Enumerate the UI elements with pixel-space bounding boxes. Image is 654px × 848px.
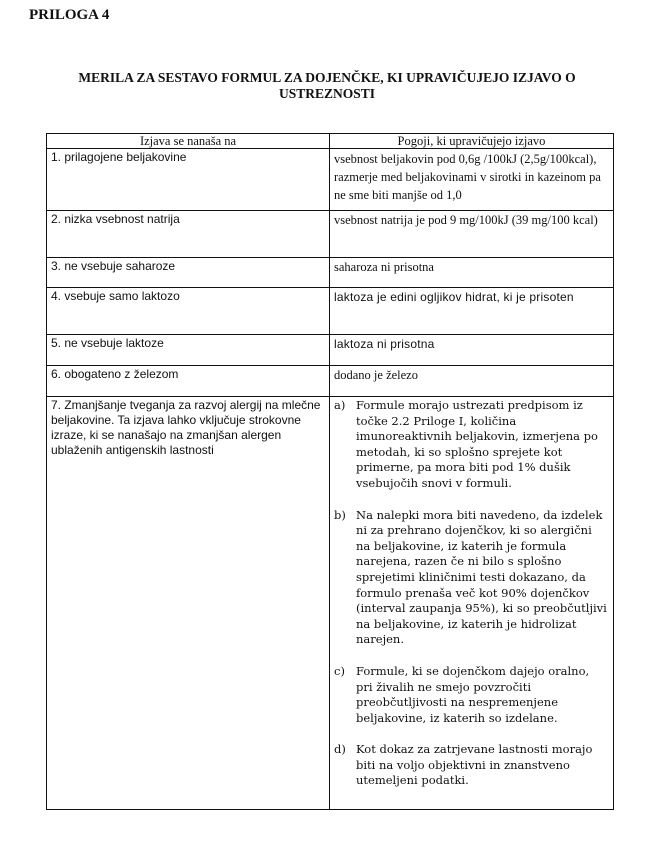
condition-cell: dodano je železo	[330, 366, 614, 397]
criteria-table	[46, 133, 614, 810]
condition-cell: laktoza ni prisotna	[330, 335, 614, 366]
condition-cell	[330, 397, 614, 810]
condition-cell: laktoza je edini ogljikov hidrat, ki je prisoten	[330, 288, 614, 335]
subcondition-label: a)	[334, 398, 346, 412]
subcondition-text: Formule morajo ustrezati predpisom iz točke 2.2 Priloge I, količina imunoreaktivnih beljakovin, izmerjena po metodah, ki so splošno sprejete kot primerne, pa mora biti pod 1% dušik vsebujočih snovi v formuli.	[356, 398, 598, 490]
claim-cell: 7. Zmanjšanje tveganja za razvoj alergij na mlečne beljakovine. Ta izjava lahko vključuje strokovne izraze, ki se nanašajo na zmanjšan alergen ublaženih antigenskih lastnosti	[47, 397, 330, 810]
column-header-claim: Izjava se nanaša na	[47, 134, 330, 149]
claim-cell: 6. obogateno z železom	[47, 366, 330, 397]
table-row	[47, 366, 614, 397]
subcondition-item	[334, 664, 609, 726]
table-row	[47, 288, 614, 335]
condition-cell: vsebnost beljakovin pod 0,6g /100kJ (2,5g/100kcal), razmerje med beljakovinami v sirotki in kazeinom pa ne sme biti manjše od 1,0	[330, 149, 614, 211]
condition-cell: vsebnost natrija je pod 9 mg/100kJ (39 mg/100 kcal)	[330, 211, 614, 258]
subcondition-item	[334, 508, 609, 648]
subcondition-text: Kot dokaz za zatrjevane lastnosti morajo biti na voljo objektivni in znanstveno utemeljeni podatki.	[356, 742, 593, 788]
subcondition-label: b)	[334, 507, 346, 522]
claim-cell: 5. ne vsebuje laktoze	[47, 335, 330, 366]
subcondition-item	[334, 742, 609, 789]
table-row	[47, 397, 614, 810]
table-row	[47, 335, 614, 366]
claim-cell: 3. ne vsebuje saharoze	[47, 258, 330, 288]
table-row	[47, 258, 614, 288]
subcondition-label: c)	[334, 663, 345, 678]
claim-cell: 2. nizka vsebnost natrija	[47, 211, 330, 258]
subcondition-label: d)	[334, 742, 346, 757]
table-header-row	[47, 134, 614, 149]
column-header-condition: Pogoji, ki upravičujejo izjavo	[330, 134, 614, 149]
condition-cell: saharoza ni prisotna	[330, 258, 614, 288]
claim-cell: 1. prilagojene beljakovine	[47, 149, 330, 211]
table-row	[47, 149, 614, 211]
annex-label: PRILOGA 4	[29, 7, 110, 23]
table-row	[47, 211, 614, 258]
subcondition-text: Formule, ki se dojenčkom dajejo oralno, pri živalih ne smejo povzročiti preobčutljivosti na nespremenjene beljakovine, iz katerih so izdelane.	[356, 663, 590, 725]
document-title: MERILA ZA SESTAVO FORMUL ZA DOJENČKE, KI UPRAVIČUJEJO IZJAVO O USTREZNOSTI	[78, 70, 576, 101]
claim-cell: 4. vsebuje samo laktozo	[47, 288, 330, 335]
subcondition-item	[334, 398, 609, 492]
subcondition-text: Na nalepki mora biti navedeno, da izdelek ni za prehrano dojenčkov, ki so alergični na beljakovine, iz katerih je formula narejena, razen če ni bilo s splošno sprejetimi kliničnimi testi dokazano, da formulo prenaša več kot 90% dojenčkov (interval zaupanja 95%), ki so preobčutljivi na beljakovine, iz katerih je hidrolizat narejen.	[356, 507, 607, 647]
